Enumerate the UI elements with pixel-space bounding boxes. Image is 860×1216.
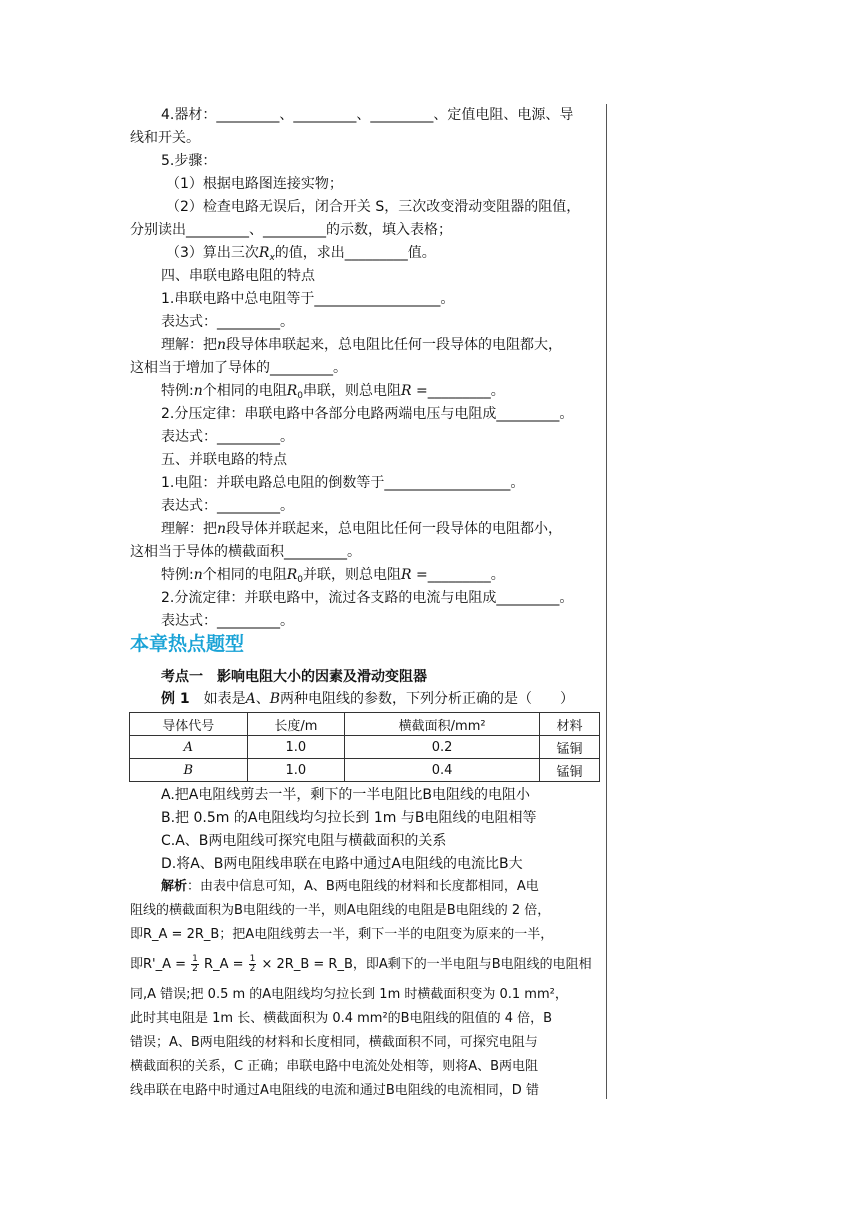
chapter-hot-topics-heading: 本章热点题型 [130, 633, 245, 655]
table-cell: 0.4 [345, 759, 540, 782]
fraction-half: $\frac{1}{2}$ [192, 954, 198, 974]
analysis-line: 横截面积的关系，C 正确；串联电路中电流处处相等，则将A、B两电阻 [130, 1059, 539, 1074]
step-2-cont: 分别读出_________、_________的示数，填入表格； [130, 222, 452, 238]
table-row [130, 736, 600, 759]
analysis-line-fraction: 即R'_A = $\frac{1}{2}$ R_A = $\frac{1}{2}$ × 2R_B = R_B，即A剩下的一半电阻与B电阻线的电阻相 [130, 954, 592, 974]
table-cell: 1.0 [247, 759, 345, 782]
table-header-row [130, 713, 600, 736]
analysis-line: 线串联在电路中时通过A电阻线的电流和通过B电阻线的电流相同，D 错 [130, 1083, 539, 1098]
option-c: C.A、B两电阻线可探究电阻与横截面积的关系 [161, 833, 447, 849]
table-cell: B [130, 759, 248, 782]
equipment-line: 4.器材：_________、_________、_________、定值电阻、电源、导 [161, 107, 574, 123]
parallel-expression-2: 表达式：_________。 [161, 613, 294, 629]
table-cell: 1.0 [247, 736, 345, 759]
option-b: B.把 0.5m 的A电阻线均匀拉长到 1m 与B电阻线的电阻相等 [161, 810, 537, 826]
section-4-title: 四、串联电路电阻的特点 [161, 268, 315, 284]
parallel-understanding: 理解：把n段导体并联起来，总电阻比任何一段导体的电阻都小， [161, 521, 563, 537]
fraction-half: $\frac{1}{2}$ [249, 954, 256, 974]
table-cell: 锰铜 [540, 759, 600, 782]
analysis-line: 阻线的横截面积为B电阻线的一半，则A电阻线的电阻是B电阻线的 2 倍， [130, 903, 551, 918]
series-expression-1: 表达式：_________。 [161, 314, 294, 330]
analysis-line: 此时其电阻是 1m 长、横截面积为 0.4 mm²的B电阻线的阻值的 4 倍，B [130, 1011, 553, 1026]
equipment-line-cont: 线和开关。 [130, 130, 200, 146]
parallel-understanding-cont: 这相当于导体的横截面积_________。 [130, 544, 361, 560]
table-row [130, 759, 600, 782]
topic-1-title: 考点一 影响电阻大小的因素及滑动变阻器 [161, 669, 427, 685]
series-resistance-1: 1.串联电路中总电阻等于__________________。 [161, 291, 455, 307]
table-header: 材料 [540, 713, 600, 736]
steps-title: 5.步骤： [161, 153, 217, 169]
section-5-title: 五、并联电路的特点 [161, 452, 287, 468]
analysis-line: 错误；A、B两电阻线的材料和长度相同，横截面积不同，可探究电阻与 [130, 1035, 538, 1050]
series-understanding: 理解：把n段导体串联起来，总电阻比任何一段导体的电阻都大， [161, 337, 563, 353]
example-1-question: 例 1 如表是A、B两种电阻线的参数，下列分析正确的是（ ） [161, 691, 575, 707]
series-expression-2: 表达式：_________。 [161, 429, 294, 445]
parallel-special-case: 特例:n个相同的电阻$R_0$并联，则总电阻R =_________。 [161, 567, 505, 585]
analysis-line: 即R_A = 2R_B；把A电阻线剪去一半，剩下一半的电阻变为原来的一半， [130, 927, 554, 942]
table-cell: A [130, 736, 248, 759]
analysis-label: 解析 [161, 879, 188, 894]
table-header: 长度/m [247, 713, 345, 736]
voltage-division-law: 2.分压定律：串联电路中各部分电路两端电压与电阻成_________。 [161, 406, 574, 422]
table-header: 导体代号 [130, 713, 248, 736]
step-3: （3）算出三次$R_x$的值，求出_________值。 [166, 245, 436, 263]
analysis-line: 同,A 错误;把 0.5 m 的A电阻线均匀拉长到 1m 时横截面积变为 0.1 mm²， [130, 987, 568, 1002]
table-header: 横截面积/mm² [345, 713, 540, 736]
current-division-law: 2.分流定律：并联电路中，流过各支路的电流与电阻成_________。 [161, 590, 574, 606]
step-1: （1）根据电路图连接实物； [166, 176, 343, 192]
series-understanding-cont: 这相当于增加了导体的_________。 [130, 360, 347, 376]
analysis-line: 解析：由表中信息可知，A、B两电阻线的材料和长度都相同，A电 [161, 879, 539, 894]
option-d: D.将A、B两电阻线串联在电路中通过A电阻线的电流比B大 [161, 856, 523, 872]
option-a: A.把A电阻线剪去一半，剩下的一半电阻比B电阻线的电阻小 [161, 787, 530, 803]
parallel-expression-1: 表达式：_________。 [161, 498, 294, 514]
parameter-table [129, 712, 600, 782]
parallel-resistance-1: 1.电阻：并联电路总电阻的倒数等于__________________。 [161, 475, 525, 491]
series-special-case: 特例:n个相同的电阻$R_0$串联，则总电阻R =_________。 [161, 383, 505, 401]
step-2: （2）检查电路无误后，闭合开关 S，三次改变滑动变阻器的阻值， [166, 199, 581, 215]
table-cell: 锰铜 [540, 736, 600, 759]
table-cell: 0.2 [345, 736, 540, 759]
